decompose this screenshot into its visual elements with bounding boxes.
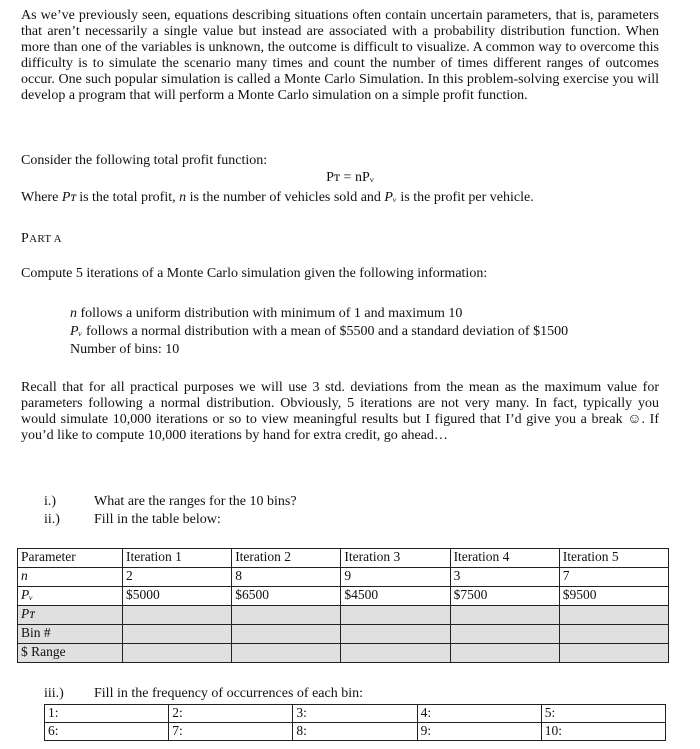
- question-3: [44, 686, 363, 702]
- question-3-num: iii.): [44, 686, 64, 701]
- header-iteration-3: Iteration 3: [341, 549, 450, 568]
- question-2-text: Fill in the table below:: [94, 512, 221, 527]
- where-text: [21, 190, 534, 206]
- cell-pt-2[interactable]: [232, 606, 341, 625]
- cell-bin-3[interactable]: [341, 625, 450, 644]
- question-1-num: i.): [44, 494, 57, 509]
- consider-text: Consider the following total profit function:: [21, 153, 268, 168]
- part-heading-first: P: [21, 231, 30, 246]
- cell-n-3: 9: [341, 568, 450, 587]
- freq-bin-10[interactable]: 10:: [541, 723, 665, 741]
- cell-pt-3[interactable]: [341, 606, 450, 625]
- n-symbol: n: [179, 190, 187, 205]
- cell-bin-2[interactable]: [232, 625, 341, 644]
- cell-pv-5: $9500: [559, 587, 668, 606]
- frequency-table: [44, 704, 666, 741]
- part-heading-rest: ART A: [29, 233, 62, 245]
- freq-bin-7[interactable]: 7:: [169, 723, 293, 741]
- freq-bin-4[interactable]: 4:: [417, 705, 541, 723]
- question-1-text: What are the ranges for the 10 bins?: [94, 494, 297, 509]
- header-iteration-5: Iteration 5: [559, 549, 668, 568]
- param-pv: Pᵥ: [18, 587, 123, 606]
- freq-bin-5[interactable]: 5:: [541, 705, 665, 723]
- cell-pv-1: $5000: [123, 587, 232, 606]
- where-prefix: Where: [21, 190, 62, 205]
- cell-n-4: 3: [450, 568, 559, 587]
- freq-bin-3[interactable]: 3:: [293, 705, 417, 723]
- profit-equation: Pᴛ = nPᵥ: [326, 170, 374, 185]
- cell-pv-4: $7500: [450, 587, 559, 606]
- param-pt: Pᴛ: [18, 606, 123, 625]
- freq-bin-1[interactable]: 1:: [45, 705, 169, 723]
- question-1: [44, 493, 297, 510]
- param-bin: Bin #: [18, 625, 123, 644]
- compute-text: Compute 5 iterations of a Monte Carlo simulation given the following information:: [21, 266, 488, 281]
- given-pv-var: Pᵥ: [70, 324, 83, 339]
- cell-pv-3: $4500: [341, 587, 450, 606]
- iteration-table: [17, 548, 669, 663]
- header-iteration-2: Iteration 2: [232, 549, 341, 568]
- cell-range-5[interactable]: [559, 644, 668, 663]
- given-pv-text: follows a normal distribution with a mean of $5500 and a standard deviation of $1500: [82, 324, 569, 339]
- pt-symbol: Pᴛ: [61, 190, 76, 205]
- cell-pt-1[interactable]: [123, 606, 232, 625]
- cell-bin-5[interactable]: [559, 625, 668, 644]
- given-n-var: n: [70, 306, 77, 321]
- table-row-n: [18, 568, 669, 587]
- table-row-pv: [18, 587, 669, 606]
- cell-range-2[interactable]: [232, 644, 341, 663]
- question-3-text: Fill in the frequency of occurrences of each bin:: [94, 686, 364, 701]
- freq-bin-6[interactable]: 6:: [45, 723, 169, 741]
- where-mid2: is the number of vehicles sold and: [186, 190, 385, 205]
- cell-bin-1[interactable]: [123, 625, 232, 644]
- intro-paragraph: As we’ve previously seen, equations describing situations often contain uncertain parameters, that is, parameters that aren’t necessarily a single value but instead are associated with a probability distribution function. When more than one of the variables is unknown, the outcome is difficult to visualize. A common way to overcome this difficulty is to simulate the scenario many times and count the number of times different ranges of outcomes occur. One such popular simulation is called a Monte Carlo Simulation. In this problem-solving exercise you will develop a program that will perform a Monte Carlo simulation on a simple profit function.: [21, 8, 659, 103]
- freq-bin-9[interactable]: 9:: [417, 723, 541, 741]
- cell-bin-4[interactable]: [450, 625, 559, 644]
- cell-pt-4[interactable]: [450, 606, 559, 625]
- cell-n-1: 2: [123, 568, 232, 587]
- freq-row-1: [45, 705, 666, 723]
- cell-pv-2: $6500: [232, 587, 341, 606]
- cell-n-2: 8: [232, 568, 341, 587]
- header-iteration-4: Iteration 4: [450, 549, 559, 568]
- cell-range-1[interactable]: [123, 644, 232, 663]
- table-row-pt: [18, 606, 669, 625]
- table-header-row: [18, 549, 669, 568]
- freq-bin-8[interactable]: 8:: [293, 723, 417, 741]
- param-n: n: [18, 568, 123, 587]
- recall-paragraph: Recall that for all practical purposes we will use 3 std. deviations from the mean as the maximum value for parameters following a normal distribution. Obviously, 5 iterations are not very many. In fact, typically you would simulate 10,000 iterations or so to view meaningful results but I figured that I’d give you a break ☺. If you’d like to compute 10,000 iterations by hand for extra credit, go ahead…: [21, 380, 659, 443]
- table-row-range: [18, 644, 669, 663]
- param-range: $ Range: [18, 644, 123, 663]
- given-n-text: follows a uniform distribution with minimum of 1 and maximum 10: [77, 306, 463, 321]
- table-row-bin: [18, 625, 669, 644]
- freq-bin-2[interactable]: 2:: [169, 705, 293, 723]
- cell-pt-5[interactable]: [559, 606, 668, 625]
- given-n: [70, 305, 462, 322]
- given-pv: [70, 323, 568, 340]
- where-suffix: is the profit per vehicle.: [396, 190, 534, 205]
- question-2: [44, 511, 221, 528]
- where-mid1: is the total profit,: [75, 190, 180, 205]
- cell-range-3[interactable]: [341, 644, 450, 663]
- header-iteration-1: Iteration 1: [123, 549, 232, 568]
- cell-n-5: 7: [559, 568, 668, 587]
- cell-range-4[interactable]: [450, 644, 559, 663]
- part-a-heading: [21, 231, 62, 247]
- pv-symbol: Pᵥ: [384, 190, 397, 205]
- freq-row-2: [45, 723, 666, 741]
- header-parameter: Parameter: [18, 549, 123, 568]
- given-bins: Number of bins: 10: [70, 342, 180, 357]
- question-2-num: ii.): [44, 512, 60, 527]
